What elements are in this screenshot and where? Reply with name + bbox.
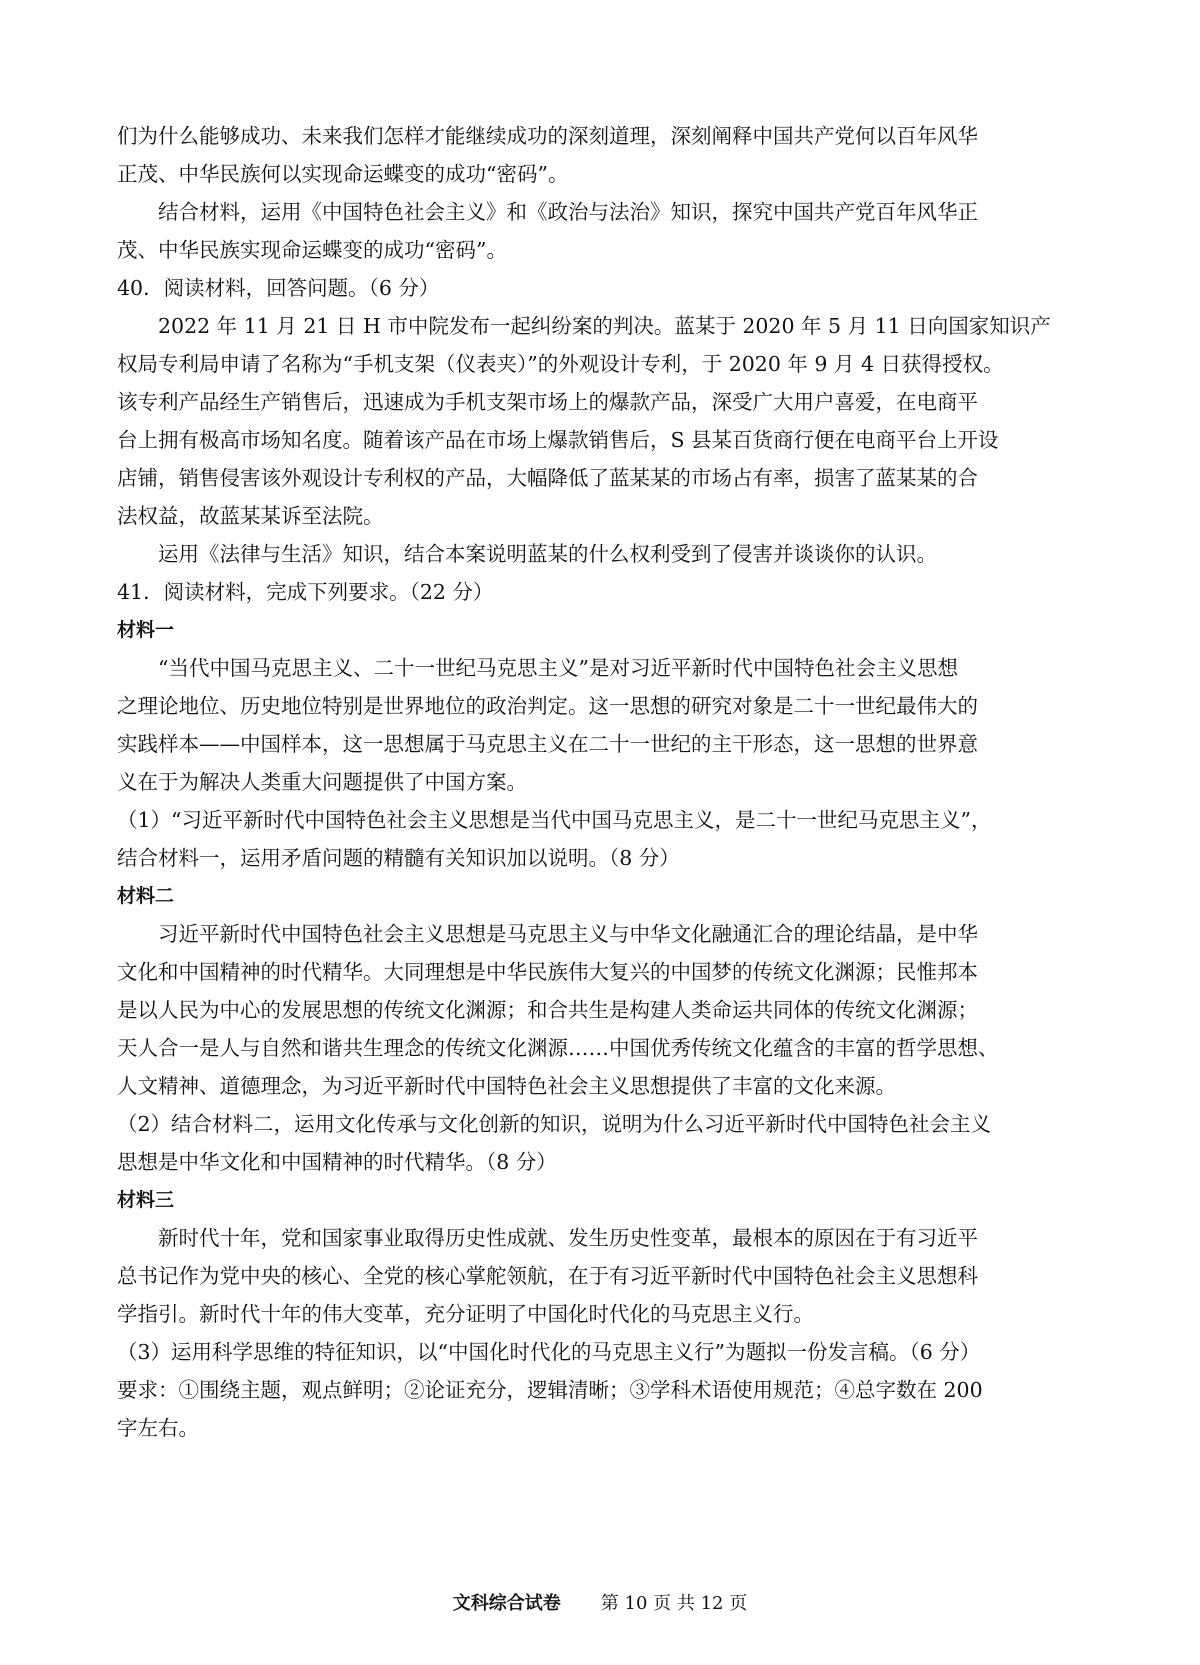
- footer-exam-label: 文科综合试卷: [452, 1593, 561, 1614]
- text-line: 字左右。: [117, 1416, 199, 1440]
- text-line: “当代中国马克思主义、二十一世纪马克思主义”是对习近平新时代中国特色社会主义思想: [158, 656, 958, 680]
- sub-question-1: （1）“习近平新时代中国特色社会主义思想是当代中国马克思主义，是二十一世纪马克思主义”，: [117, 808, 992, 832]
- page-content: [117, 118, 1077, 1448]
- text-line: 新时代十年，党和国家事业取得历史性成就、发生历史性变革，最根本的原因在于有习近平: [158, 1226, 978, 1250]
- text-line: 人文精神、道德理念，为习近平新时代中国特色社会主义思想提供了丰富的文化来源。: [117, 1074, 896, 1098]
- sub-question-3: （3）运用科学思维的特征知识，以“中国化时代化的马克思主义行”为题拟一份发言稿。（6 分）: [117, 1340, 981, 1364]
- text-line: 结合材料一，运用矛盾问题的精髓有关知识加以说明。（8 分）: [117, 846, 680, 870]
- requirements-line: 要求：①围绕主题，观点鲜明；②论证充分，逻辑清晰；③学科术语使用规范；④总字数在 200: [117, 1378, 983, 1402]
- material-2-heading: 材料二: [117, 885, 175, 907]
- text-line: 学指引。新时代十年的伟大变革，充分证明了中国化时代化的马克思主义行。: [117, 1302, 814, 1326]
- text-line: 2022 年 11 月 21 日 H 市中院发布一起纠纷案的判决。蓝某于 2020 年 5 月 11 日向国家知识产: [158, 314, 1051, 338]
- question-41-title: 41．阅读材料，完成下列要求。（22 分）: [117, 580, 494, 604]
- text-line: 正茂、中华民族何以实现命运蝶变的成功“密码”。: [117, 162, 569, 186]
- text-line: 思想是中华文化和中国精神的时代精华。（8 分）: [117, 1150, 557, 1174]
- text-line: 总书记作为党中央的核心、全党的核心掌舵领航，在于有习近平新时代中国特色社会主义思想科: [117, 1264, 978, 1288]
- text-line: 是以人民为中心的发展思想的传统文化渊源；和合共生是构建人类命运共同体的传统文化渊源；: [117, 998, 978, 1022]
- page-footer: [0, 1592, 1200, 1616]
- text-line: 们为什么能够成功、未来我们怎样才能继续成功的深刻道理，深刻阐释中国共产党何以百年风华: [117, 124, 978, 148]
- text-line: 文化和中国精神的时代精华。大同理想是中华民族伟大复兴的中国梦的传统文化渊源；民惟邦本: [117, 960, 978, 984]
- question-40-prompt: 运用《法律与生活》知识，结合本案说明蓝某的什么权利受到了侵害并谈谈你的认识。: [158, 542, 937, 566]
- text-line: 权局专利局申请了名称为“手机支架（仪表夹）”的外观设计专利，于 2020 年 9 月 4 日获得授权。: [117, 352, 1004, 376]
- text-line: 结合材料，运用《中国特色社会主义》和《政治与法治》知识，探究中国共产党百年风华正: [158, 200, 978, 224]
- sub-question-2: （2）结合材料二，运用文化传承与文化创新的知识，说明为什么习近平新时代中国特色社会主义: [117, 1112, 992, 1136]
- text-line: 之理论地位、历史地位特别是世界地位的政治判定。这一思想的研究对象是二十一世纪最伟大的: [117, 694, 978, 718]
- text-line: 天人合一是人与自然和谐共生理念的传统文化渊源……中国优秀传统文化蕴含的丰富的哲学思想、: [117, 1036, 999, 1060]
- text-line: 店铺，销售侵害该外观设计专利权的产品，大幅降低了蓝某某的市场占有率，损害了蓝某某的合: [117, 466, 978, 490]
- material-1-heading: 材料一: [117, 619, 175, 641]
- question-40-title: 40．阅读材料，回答问题。（6 分）: [117, 276, 440, 300]
- text-line: 义在于为解决人类重大问题提供了中国方案。: [117, 770, 527, 794]
- text-line: 实践样本——中国样本，这一思想属于马克思主义在二十一世纪的主干形态，这一思想的世界意: [117, 732, 978, 756]
- text-line: 台上拥有极高市场知名度。随着该产品在市场上爆款销售后，S 县某百货商行便在电商平台上开设: [117, 428, 999, 452]
- text-line: 法权益，故蓝某某诉至法院。: [117, 504, 384, 528]
- text-line: 该专利产品经生产销售后，迅速成为手机支架市场上的爆款产品，深受广大用户喜爱，在电商平: [117, 390, 978, 414]
- material-3-heading: 材料三: [117, 1189, 175, 1211]
- text-line: 习近平新时代中国特色社会主义思想是马克思主义与中华文化融通汇合的理论结晶，是中华: [158, 922, 978, 946]
- text-line: 茂、中华民族实现命运蝶变的成功“密码”。: [117, 238, 507, 262]
- footer-page-number: 第 10 页 共 12 页: [600, 1593, 748, 1614]
